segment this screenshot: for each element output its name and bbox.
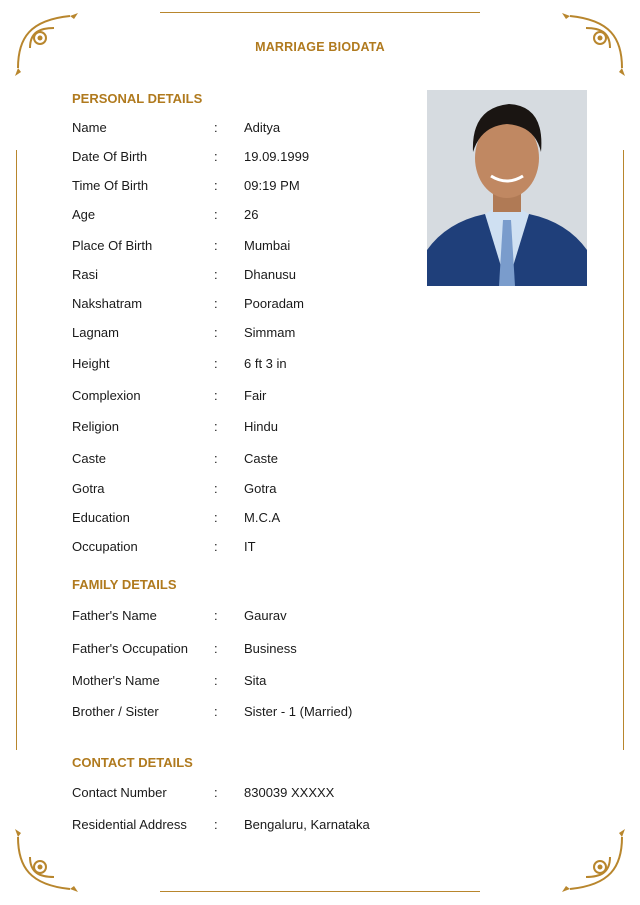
row-label: Education [72,510,130,525]
row-value: Aditya [244,120,281,135]
family-row-fathers-occupation [72,641,432,659]
row-label: Mother's Name [72,673,160,688]
row-separator: : [214,388,218,403]
row-value: IT [244,539,256,554]
row-separator: : [214,673,218,688]
personal-row-date-of-birth [72,149,432,167]
row-value: Hindu [244,419,278,434]
row-label: Nakshatram [72,296,143,311]
row-separator: : [214,120,218,135]
row-separator: : [214,785,218,800]
row-label: Height [72,356,110,371]
row-label: Father's Occupation [72,641,188,656]
personal-row-gotra [72,481,432,499]
row-value: Business [244,641,297,656]
row-value: 26 [244,207,259,222]
frame-top-line [160,12,480,13]
personal-row-lagnam [72,325,432,343]
personal-row-complexion [72,388,432,406]
personal-row-height [72,356,432,374]
row-separator: : [214,296,218,311]
row-separator: : [214,608,218,623]
row-separator: : [214,510,218,525]
section-heading-family: FAMILY DETAILS [72,577,177,592]
row-separator: : [214,178,218,193]
row-label: Father's Name [72,608,157,623]
personal-row-occupation [72,539,432,557]
row-label: Lagnam [72,325,119,340]
row-label: Contact Number [72,785,167,800]
row-separator: : [214,539,218,554]
row-value: Mumbai [244,238,291,253]
row-separator: : [214,481,218,496]
frame-bottom-line [160,891,480,892]
row-value: Bengaluru, Karnataka [244,817,370,832]
section-heading-contact: CONTACT DETAILS [72,755,193,770]
row-separator: : [214,356,218,371]
row-label: Name [72,120,107,135]
row-value: Caste [244,451,278,466]
row-label: Residential Address [72,817,187,832]
row-separator: : [214,817,218,832]
personal-row-time-of-birth [72,178,432,196]
personal-row-age [72,207,432,225]
row-label: Religion [72,419,119,434]
row-label: Caste [72,451,106,466]
personal-row-nakshatram [72,296,432,314]
row-value: 19.09.1999 [244,149,310,164]
personal-row-religion [72,419,432,437]
row-value: M.C.A [244,510,281,525]
row-value: 09:19 PM [244,178,300,193]
row-label: Gotra [72,481,105,496]
personal-row-name [72,120,432,138]
section-heading-personal: PERSONAL DETAILS [72,91,203,106]
page-title: MARRIAGE BIODATA [255,40,385,54]
personal-row-place-of-birth [72,238,432,256]
row-separator: : [214,238,218,253]
corner-ornament-bottom-left [10,827,80,897]
personal-row-rasi [72,267,432,285]
row-value: Fair [244,388,267,403]
row-separator: : [214,325,218,340]
row-separator: : [214,267,218,282]
row-separator: : [214,207,218,222]
contact-row-phone [72,785,432,803]
family-row-mothers-name [72,673,432,691]
row-value: Dhanusu [244,267,297,282]
row-value: Gotra [244,481,277,496]
frame-left-line [16,150,17,750]
frame-right-line [623,150,624,750]
contact-row-address [72,817,432,835]
row-value: Sister - 1 (Married) [244,704,353,719]
personal-row-caste [72,451,432,469]
row-label: Brother / Sister [72,704,159,719]
row-separator: : [214,451,218,466]
profile-photo [427,90,587,286]
row-value: 830039 XXXXX [244,785,335,800]
row-label: Age [72,207,96,222]
row-label: Occupation [72,539,138,554]
row-separator: : [214,149,218,164]
row-label: Rasi [72,267,99,282]
row-value: 6 ft 3 in [244,356,287,371]
row-value: Sita [244,673,267,688]
corner-ornament-bottom-right [560,827,630,897]
personal-row-education [72,510,432,528]
row-separator: : [214,641,218,656]
row-label: Date Of Birth [72,149,148,164]
family-row-siblings [72,704,432,722]
row-value: Simmam [244,325,296,340]
row-value: Pooradam [244,296,304,311]
row-label: Time Of Birth [72,178,149,193]
row-label: Complexion [72,388,141,403]
row-separator: : [214,419,218,434]
row-separator: : [214,704,218,719]
row-value: Gaurav [244,608,287,623]
row-label: Place Of Birth [72,238,153,253]
family-row-fathers-name [72,608,432,626]
